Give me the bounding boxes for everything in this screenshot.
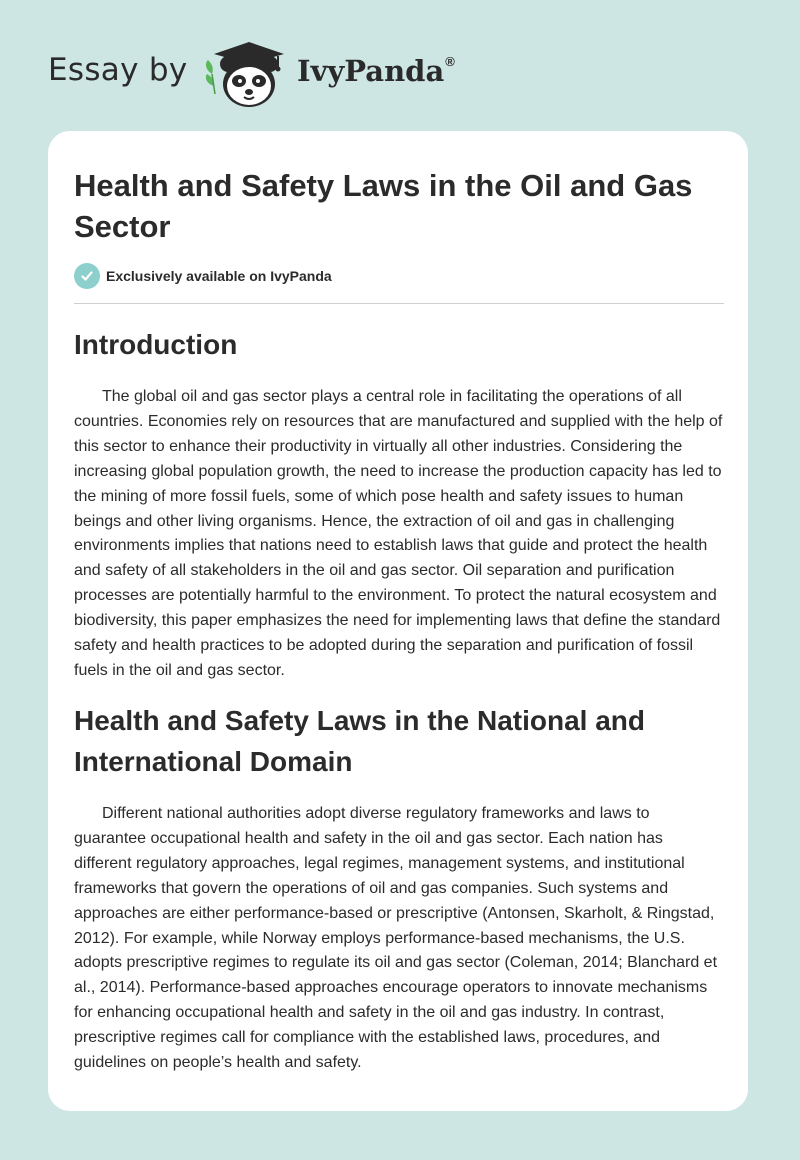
section-paragraph-introduction: The global oil and gas sector plays a central role in facilitating the operations of all countries. Economies rely on resources that are manufactured and supplied with the help of this sector to enhance their productivity in virtually all other industries. Considering the increasing global population growth, the need to increase the production capacity has led to the mining of more fossil fuels, some of which pose health and safety issues to human beings and other living organisms. Hence, the extraction of oil and gas in challenging environments implies that nations need to establish laws that guide and protect the health and safety of all stakeholders in the oil and gas sector. Oil separation and purification processes are potentially harmful to the environment. To protect the natural ecosystem and biodiversity, this paper emphasizes the need for implementing laws that define the standard safety and health practices to be adopted during the separation and purification of fossil fuels in the oil and gas sector. bbox=[74, 388, 723, 679]
section-heading-health-safety-laws: Health and Safety Laws in the National and International Domain bbox=[74, 705, 645, 777]
brand-name-text: IvyPanda bbox=[297, 54, 445, 88]
section-paragraph-health-safety-laws: Different national authorities adopt diverse regulatory frameworks and laws to guarantee occupational health and safety in the oil and gas sector. Each nation has different regulatory approaches, legal regimes, management systems, and institutional frameworks that govern the operations of oil and gas companies. Such systems and approaches are either performance-based or prescriptive (Antonsen, Skarholt, & Ringstad, 2012). For example, while Norway employs performance-based mechanisms, the U.S. adopts prescriptive regimes to regulate its oil and gas sector (Coleman, 2014; Blanchard et al., 2014). Performance-based approaches encourage operators to innovate mechanisms for enhancing occupational health and safety in the oil and gas industry. In contrast, prescriptive regimes call for compliance with the established laws, procedures, and guidelines on people’s health and safety. bbox=[74, 805, 718, 1072]
registered-mark: ® bbox=[445, 54, 455, 69]
section-heading-introduction: Introduction bbox=[74, 329, 238, 360]
divider bbox=[74, 303, 724, 304]
exclusive-badge bbox=[74, 263, 332, 289]
check-icon bbox=[74, 263, 100, 289]
exclusive-badge-label: Exclusively available on IvyPanda bbox=[106, 268, 332, 284]
article-card bbox=[48, 131, 748, 1111]
ivypanda-logo-icon[interactable] bbox=[198, 34, 294, 110]
site-header bbox=[0, 0, 800, 130]
page-title: Health and Safety Laws in the Oil and Gas Sector bbox=[74, 168, 693, 244]
brand-name[interactable] bbox=[297, 54, 455, 88]
essay-by-label: Essay by bbox=[48, 52, 188, 88]
